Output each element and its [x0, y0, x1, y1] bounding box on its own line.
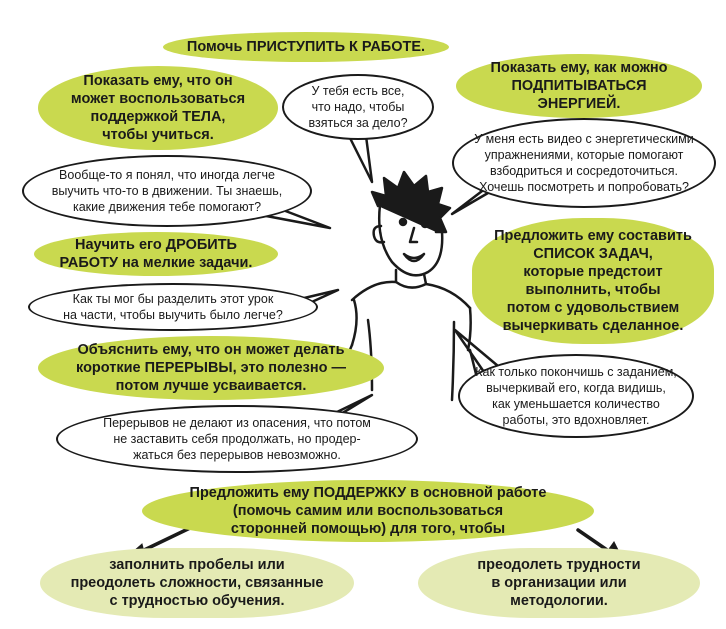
speech-bubble-energy-video: [452, 118, 716, 208]
goal-energy-line: ЭНЕРГИЕЙ.: [537, 96, 621, 112]
branch-right-line: преодолеть трудности: [477, 557, 641, 573]
bubble-split-line: на части, чтобы выучить было легче?: [63, 308, 283, 322]
branch-left-line: заполнить пробелы или: [109, 557, 285, 573]
goal-body-line: может воспользоваться: [70, 91, 246, 107]
tail-top: [350, 136, 372, 182]
bubble-movement-line: выучить что-то в движении. Ты знаешь,: [51, 184, 283, 198]
bubble-energy-line: Хочешь посмотреть и попробовать?: [479, 180, 689, 194]
bubble-split-line: Как ты мог бы разделить этот урок: [72, 292, 274, 306]
bubble-list-line: как уменьшается количество: [492, 397, 660, 411]
goal-energy-line: Показать ему, как можно: [490, 60, 668, 76]
mouth: [404, 254, 424, 261]
branch-left-line: с трудностью обучения.: [109, 593, 285, 609]
bubble-ready-line: взяться за дело?: [308, 116, 408, 130]
goal-body-line: Показать ему, что он: [83, 73, 233, 89]
goal-support: [142, 480, 594, 542]
branch-learning-difficulties: [40, 548, 354, 618]
bubble-energy-line: У меня есть видео с энергетическими: [474, 132, 694, 146]
speech-bubble-movement: [22, 155, 312, 227]
goal-split-line: РАБОТУ на мелкие задачи.: [59, 255, 253, 271]
goal-split-line: Научить его ДРОБИТЬ: [74, 237, 237, 253]
goal-list-line: СПИСОК ЗАДАЧ,: [533, 246, 653, 262]
goal-support-line: сторонней помощью) для того, чтобы: [230, 521, 506, 537]
bubble-list-line: работы, это вдохновляет.: [502, 413, 650, 427]
hair: [372, 172, 450, 232]
goal-breaks-line: Объяснить ему, что он может делать: [77, 342, 345, 358]
goal-list-line: выполнить, чтобы: [525, 282, 661, 298]
t-shirt: [352, 282, 470, 308]
goal-body-support: [38, 66, 278, 150]
goal-energy: [456, 54, 702, 118]
bubble-list-line: вычеркивай его, когда видишь,: [486, 381, 666, 395]
branch-left-line: преодолеть сложности, связанные: [70, 575, 324, 591]
speech-bubble-cross-out: [458, 354, 694, 438]
goal-body-line: поддержкой ТЕЛА,: [90, 109, 226, 125]
bubble-ready-line: что надо, чтобы: [311, 100, 405, 114]
bubble-energy-line: упражнениями, которые помогают: [484, 148, 684, 162]
bubble-breaks-line: жаться без перерывов невозможно.: [133, 448, 341, 462]
goal-list-line: которые предстоит: [523, 264, 663, 280]
goal-energy-line: ПОДПИТЫВАТЬСЯ: [511, 78, 647, 94]
branch-right-line: в организации или: [491, 575, 627, 591]
goal-support-line: (помочь самим или воспользоваться: [232, 503, 504, 519]
bubble-ready-line: У тебя есть все,: [311, 84, 405, 98]
bubble-breaks-line: Перерывов не делают из опасения, что потом: [103, 416, 371, 430]
bubble-breaks-line: не заставить себя продолжать, но продер-: [113, 432, 361, 446]
branch-organization-difficulties: [418, 548, 700, 618]
goal-list-line: вычеркивать сделанное.: [502, 318, 684, 334]
goal-body-line: чтобы учиться.: [102, 127, 214, 143]
goal-breaks-line: короткие ПЕРЕРЫВЫ, это полезно —: [76, 360, 346, 376]
goal-list-line: Предложить ему составить: [494, 228, 692, 244]
speech-bubble-breaks: [56, 405, 418, 473]
bubble-list-line: Как только покончишь с заданием,: [475, 365, 677, 379]
goal-task-list: [472, 218, 714, 344]
speech-bubble-ready: [282, 74, 434, 140]
goal-split-work: [34, 232, 278, 276]
bubble-movement-line: Вообще-то я понял, что иногда легче: [59, 168, 275, 182]
branch-right-line: методологии.: [510, 593, 608, 609]
goal-breaks-line: потом лучше усваивается.: [115, 378, 307, 394]
right-eye: [422, 221, 428, 227]
speech-bubble-split-lesson: [28, 283, 318, 331]
bubble-energy-line: взбодриться и сосредоточиться.: [489, 164, 679, 178]
bubble-movement-line: какие движения тебе помогают?: [72, 200, 262, 214]
goal-support-line: Предложить ему ПОДДЕРЖКУ в основной работе: [189, 485, 547, 501]
left-eye: [400, 219, 406, 225]
goal-get-started: [163, 32, 449, 62]
goal-list-line: потом с удовольствием: [506, 300, 680, 316]
goal-get-started-text: Помочь ПРИСТУПИТЬ К РАБОТЕ.: [186, 39, 426, 55]
goal-breaks: [38, 336, 384, 400]
